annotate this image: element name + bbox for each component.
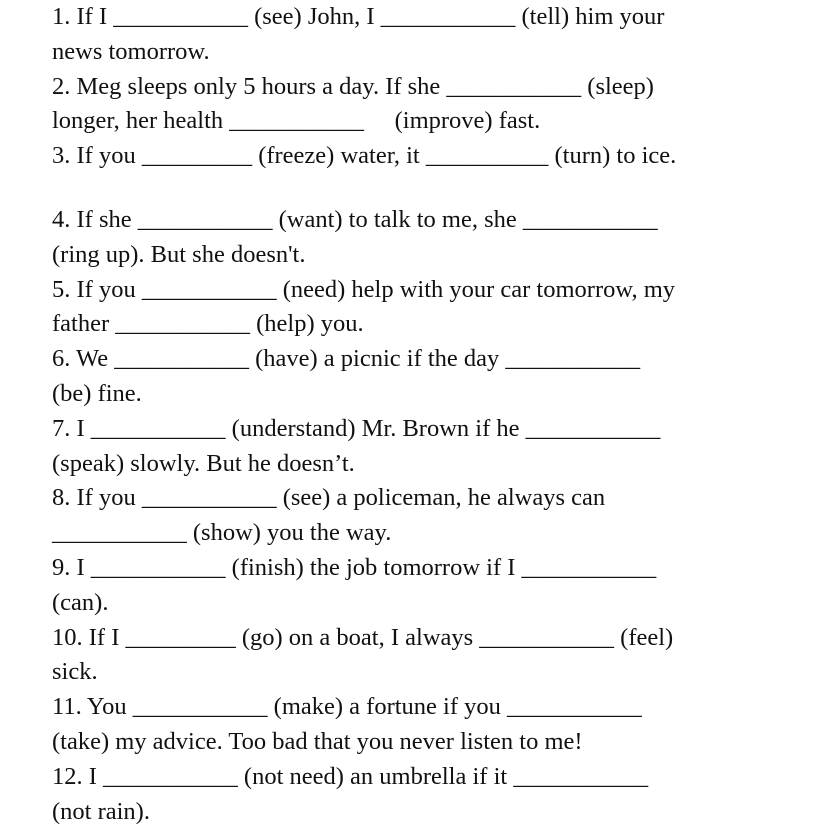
item-line: (speak) slowly. But he doesn’t.: [52, 449, 355, 477]
item-line: longer, her health ___________ (improve) fast.: [52, 107, 541, 135]
item-line: 5. If you ___________ (need) help with your car tomorrow, my: [52, 275, 676, 303]
exercise-item-1: [52, 0, 802, 70]
item-line: (take) my advice. Too bad that you never listen to me!: [52, 727, 583, 755]
item-line: 3. If you _________ (freeze) water, it __________ (turn) to ice.: [52, 142, 677, 170]
item-line: 2. Meg sleeps only 5 hours a day. If she ___________ (sleep): [52, 72, 654, 100]
exercise-item-8: [52, 481, 802, 551]
exercise-item-12: [52, 760, 802, 829]
item-line: 4. If she ___________ (want) to talk to me, she ___________: [52, 205, 658, 233]
item-line: (can).: [52, 588, 109, 616]
item-line: 8. If you ___________ (see) a policeman, he always can: [52, 484, 606, 512]
exercise-item-4: [52, 203, 802, 273]
exercise-item-7: [52, 412, 802, 482]
item-line: (be) fine.: [52, 379, 142, 407]
exercise-item-2: [52, 70, 802, 140]
item-line: 10. If I _________ (go) on a boat, I always ___________ (feel): [52, 623, 674, 651]
item-line: (not rain).: [52, 797, 150, 825]
exercise-item-5: [52, 273, 802, 343]
item-line: 1. If I ___________ (see) John, I ___________ (tell) him your: [52, 3, 665, 30]
exercise-item-9: [52, 551, 802, 621]
exercise-item-6: [52, 342, 802, 412]
item-line: ___________ (show) you the way.: [52, 519, 392, 547]
item-line: sick.: [52, 658, 98, 686]
item-line: 11. You ___________ (make) a fortune if you ___________: [52, 693, 642, 721]
item-line: 6. We ___________ (have) a picnic if the day ___________: [52, 345, 641, 373]
item-line: 9. I ___________ (finish) the job tomorrow if I ___________: [52, 553, 657, 581]
item-line: (ring up). But she doesn't.: [52, 240, 306, 268]
item-line: 7. I ___________ (understand) Mr. Brown if he ___________: [52, 414, 661, 442]
blank-gap: [52, 174, 802, 203]
exercise-sheet: [52, 0, 802, 829]
item-line: news tomorrow.: [52, 37, 210, 65]
exercise-item-3: [52, 139, 802, 174]
exercise-item-10: [52, 621, 802, 691]
item-line: 12. I ___________ (not need) an umbrella if it ___________: [52, 762, 649, 790]
exercise-item-11: [52, 690, 802, 760]
item-line: father ___________ (help) you.: [52, 310, 364, 338]
